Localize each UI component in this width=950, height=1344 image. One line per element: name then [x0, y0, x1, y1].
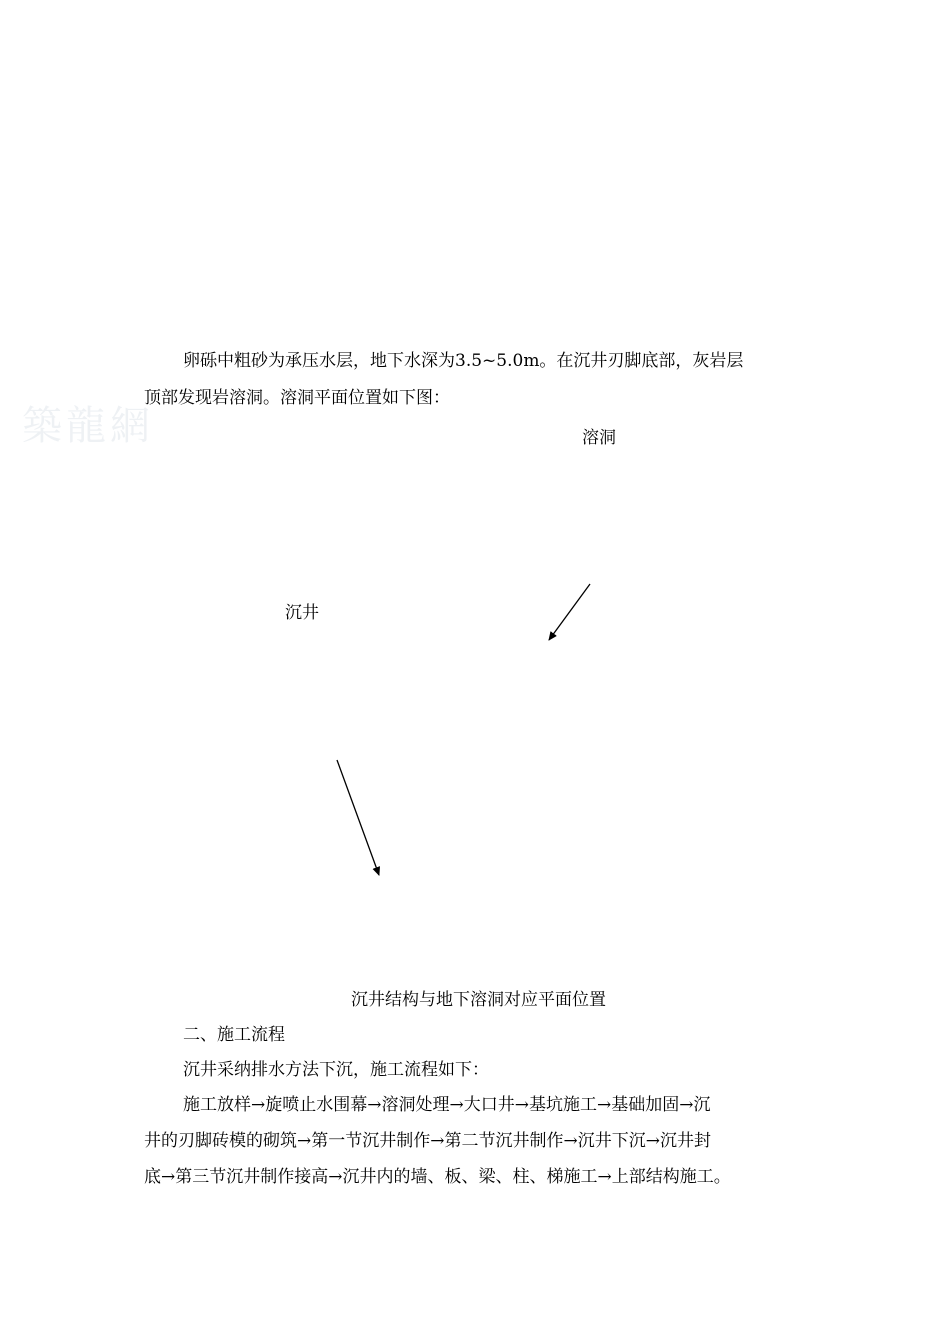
figure-label-cave: 溶洞 [582, 428, 616, 448]
figure-label-caisson: 沉井 [285, 603, 319, 623]
arrow-to-caisson [337, 760, 379, 875]
flow-line-1: 施工放样→旋喷止水围幕→溶洞处理→大口井→基坑施工→基础加固→沉 [183, 1095, 711, 1115]
flow-line-3: 底→第三节沉井制作接高→沉井内的墙、板、梁、柱、梯施工→上部结构施工。 [144, 1167, 731, 1187]
intro-line: 沉井采纳排水方法下沉，施工流程如下： [183, 1060, 489, 1080]
section-heading: 二、施工流程 [183, 1025, 285, 1045]
arrow-to-cave [549, 584, 590, 640]
flow-line-2: 井的刃脚砖模的砌筑→第一节沉井制作→第二节沉井制作→沉井下沉→沉井封 [144, 1131, 711, 1151]
watermark-logo: 築龍網 [22, 403, 154, 449]
paragraph-line-2: 顶部发现岩溶洞。溶洞平面位置如下图： [144, 388, 450, 408]
figure-caption: 沉井结构与地下溶洞对应平面位置 [351, 990, 606, 1010]
paragraph-line-1: 卵砾中粗砂为承压水层，地下水深为3.5~5.0m。在沉井刃脚底部，灰岩层 [183, 351, 744, 371]
